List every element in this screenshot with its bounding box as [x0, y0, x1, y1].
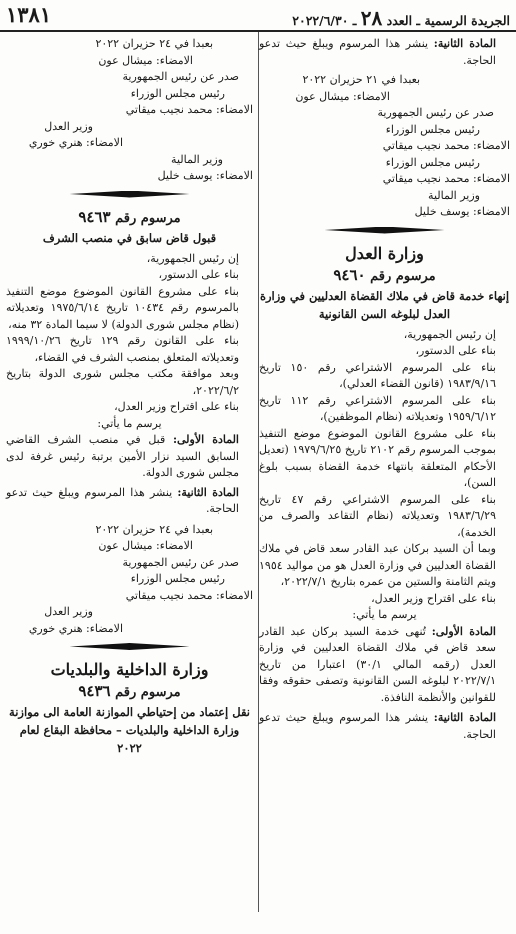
signatory-title: رئيس مجلس الوزراء: [130, 572, 225, 585]
signatory-title: وزير المالية: [171, 152, 223, 166]
signing-date: بعبدا في ٢٤ حزيران ٢٠٢٢: [95, 37, 213, 50]
preamble-line: بناء على المرسوم الاشتراعي رقم ١١٢ تاريخ ١٩٥٩/٦/١٢ وتعديلاته (نظام الموظفين)،: [259, 393, 496, 423]
signatory-title: وزير العدل: [44, 119, 93, 133]
gazette-title: [292, 6, 510, 30]
decree-number: مرسوم رقم ٩٤٦٠: [333, 265, 436, 284]
right-column: [259, 36, 510, 743]
decree-formula: يرسم ما يأتي:: [97, 416, 162, 430]
preamble-line: وبعد موافقة مكتب مجلس شورى الدولة بتاريخ ٢٠٢٢/٦/٢،: [6, 367, 239, 397]
preamble-line: بناء على مشروع القانون الموضوع موضع التنفيذ بموجب المرسوم رقم ٢١٠٢ تاريخ ١٩٧٩/٦/٢٥ (تعديل الأحكام المتعلقة بانتهاء خدمة القضاة بسبب بلوغ السن)،: [259, 426, 496, 489]
article-2: المادة الثانية: ينشر هذا المرسوم ويبلغ حيث تدعو الحاجة.: [259, 37, 497, 67]
ministry-heading: وزارة العدل: [345, 243, 424, 263]
issued-by: صدر عن رئيس الجمهورية: [377, 106, 494, 119]
signatory-title: وزير العدل: [44, 605, 93, 618]
signatory-title: وزير المالية: [428, 188, 480, 202]
issue-date: ـ ٢٠٢٢/٦/٣٠: [292, 13, 357, 28]
signature: الامضاء: ميشال عون: [98, 53, 193, 67]
signature: الامضاء: محمد نجيب ميقاتي: [125, 588, 253, 602]
article-2: المادة الثانية: ينشر هذا المرسوم ويبلغ حيث تدعو الحاجة.: [6, 485, 239, 515]
preamble-line: بناء على الدستور،: [158, 268, 239, 281]
preamble-line: إن رئيس الجمهورية،: [146, 251, 239, 265]
article-1: المادة الأولى: قبل في منصب الشرف القاضي السابق السيد نزار الأمين برتبة رئيس غرفة لدى مجلس شورى الدولة.: [6, 433, 239, 479]
section-ornament: [259, 225, 510, 237]
preamble-line: بناء على الدستور،: [415, 344, 496, 357]
article-2: المادة الثانية: ينشر هذا المرسوم ويبلغ حيث تدعو الحاجة.: [259, 711, 497, 741]
signatory-title: رئيس مجلس الوزراء: [385, 122, 480, 136]
decree-subject: إنهاء خدمة قاض في ملاك القضاة العدليين في وزارة العدل لبلوغه السن القانونية: [259, 288, 510, 321]
section-ornament: [6, 641, 253, 653]
issue-number: ٢٨: [360, 6, 383, 30]
issued-by: صدر عن رئيس الجمهورية: [122, 555, 239, 569]
gazette-name: الجريدة الرسمية ـ العدد: [386, 13, 510, 28]
signature: الامضاء: هنري خوري: [28, 621, 123, 635]
signature: الامضاء: هنري خوري: [28, 136, 123, 149]
decree-number: مرسوم رقم ٩٤٣٦: [78, 682, 181, 700]
decree-subject: قبول قاض سابق في منصب الشرف: [42, 230, 217, 245]
decree-number: مرسوم رقم ٩٤٦٣: [78, 207, 181, 226]
signature: الامضاء: محمد نجيب ميقاتي: [382, 172, 510, 185]
signing-date: بعبدا في ٢٤ حزيران ٢٠٢٢: [95, 522, 213, 536]
signing-date: بعبدا في ٢١ حزيران ٢٠٢٢: [302, 73, 420, 86]
issued-by: صدر عن رئيس الجمهورية: [122, 70, 239, 83]
page-number: ١٣٨١: [6, 2, 52, 27]
preamble-line: إن رئيس الجمهورية،: [403, 327, 496, 341]
preamble-line: بناء على القانون رقم ١٢٩ تاريخ ١٩٩٩/١٠/٢٦ وتعديلاته المتعلق بمنصب الشرف في القضاء،: [6, 334, 239, 364]
preamble-line: بناء على المرسوم الاشتراعي رقم ٤٧ تاريخ ١٩٨٣/٦/٢٩ وتعديلاته (نظام التقاعد والصرف من الخدمة)،: [259, 492, 496, 539]
preamble-line: وبما أن السيد بركان عبد القادر سعد قاض في ملاك القضاة العدليين في وزارة العدل هو من مواليد ١٩٥٤ ويتم الثامنة والستين من عمره بتاريخ ٢٠٢٢/٧/١،: [259, 542, 496, 588]
decree-subject: نقل إعتماد من إحتياطي الموازنة العامة الى موازنة وزارة الداخلية والبلديات – محافظة البقاع لعام ٢٠٢٢: [9, 705, 250, 755]
signatory-title: رئيس مجلس الوزراء: [130, 86, 225, 100]
signature: الامضاء: ميشال عون: [98, 539, 193, 552]
signature: الامضاء: ميشال عون: [295, 89, 390, 103]
preamble-line: بناء على مشروع القانون الموضوع موضع التنفيذ بالمرسوم رقم ١٠٤٣٤ تاريخ ١٩٧٥/٦/١٤ وتعديلاته (نظام مجلس شورى الدولة) لا سيما المادة ٣٢ منه،: [6, 284, 239, 331]
section-ornament: [6, 189, 253, 201]
signature: الامضاء: محمد نجيب ميقاتي: [382, 139, 510, 152]
preamble-line: بناء على اقتراح وزير العدل،: [114, 400, 239, 413]
signature: الامضاء: يوسف خليل: [157, 169, 253, 182]
preamble-line: بناء على اقتراح وزير العدل،: [371, 591, 496, 605]
signature: الامضاء: يوسف خليل: [414, 205, 510, 218]
left-column: [6, 36, 253, 757]
ministry-heading: وزارة الداخلية والبلديات: [50, 660, 209, 679]
page-header: [0, 0, 516, 32]
preamble-line: بناء على المرسوم الاشتراعي رقم ١٥٠ تاريخ ١٩٨٣/٩/١٦ (قانون القضاء العدلي)،: [259, 360, 496, 390]
decree-formula: يرسم ما يأتي:: [352, 608, 417, 621]
signature: الامضاء: محمد نجيب ميقاتي: [125, 103, 253, 116]
article-1: المادة الأولى: تُنهى خدمة السيد بركان عبد القادر سعد قاض في ملاك القضاة العدليين في وزارة العدل (رقمه المالي ٣٠/١) اعتبارا من تاريخ ٢٠٢٢/٧/١ لبلوغه السن القانونية وتصفى حقوقه وفقا للقوانين والأنظمة النافذة.: [259, 624, 496, 704]
signatory-title: رئيس مجلس الوزراء: [385, 155, 480, 169]
